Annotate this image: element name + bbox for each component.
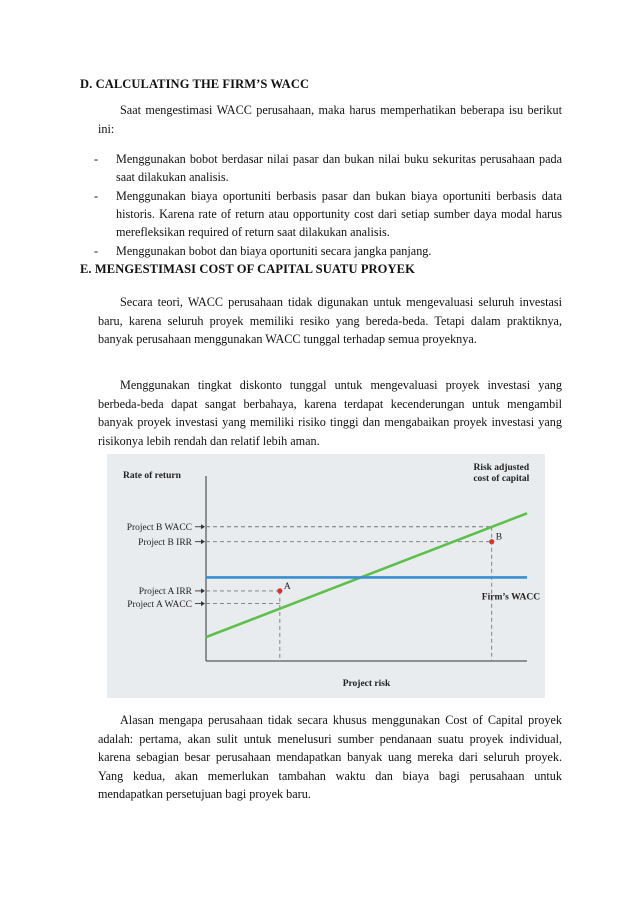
tick-label-project-b-irr: Project B IRR (138, 537, 192, 548)
chart-points (277, 539, 494, 593)
x-axis-label: Project risk (342, 679, 391, 689)
tick-label-project-b-wacc: Project B WACC (126, 522, 192, 533)
tick-arrow-head (201, 539, 205, 544)
risk-adjusted-cost-chart (107, 454, 545, 698)
section-d-heading: D. CALCULATING THE FIRM’S WACC (80, 77, 310, 91)
tick-label-project-a-irr: Project A IRR (138, 587, 192, 598)
bullet-text: Menggunakan biaya oportuniti berbasis pasar dan bukan biaya oportuniti berbasis data historis. Karena rate of return atau opportunity cost dari setiap sumber daya modal harus merefleksikan required of return saat dilakukan analisis. (116, 189, 562, 239)
series-line-risk-adjusted-cost (206, 513, 527, 637)
section-d-bullet-list (94, 150, 562, 261)
series-label-risk-adjusted-cost: cost of capital (473, 474, 530, 484)
bullet-text: Menggunakan bobot berdasar nilai pasar dan bukan nilai buku sekuritas perusahaan pada saat dilakukan analisis. (116, 152, 562, 184)
bullet-marker: - (94, 244, 99, 258)
bullet-marker: - (94, 152, 99, 166)
series-label-risk-adjusted-cost: Risk adjusted (473, 463, 530, 473)
chart-series (206, 513, 527, 637)
tick-arrow-head (201, 601, 205, 606)
section-e-paragraph-2: Menggunakan tingkat diskonto tunggal untuk mengevaluasi proyek investasi yang berbeda-beda dapat sangat berbahaya, karena terdapat kecenderungan untuk mengambil banyak proyek investasi yang memiliki risiko tinggi dan mengabaikan proyek investasi yang risikonya lebih rendah dan relatif lebih aman. (98, 378, 562, 448)
series-label-firm-wacc: Firm’s WACC (481, 592, 541, 603)
chart-axes (195, 474, 530, 661)
data-point-b (489, 539, 494, 544)
tick-label-project-a-wacc: Project A WACC (127, 599, 192, 610)
chart-text (123, 463, 540, 689)
tick-arrow-head (201, 524, 205, 529)
section-e-paragraph-3: Alasan mengapa perusahaan tidak secara khusus menggunakan Cost of Capital proyek adalah: pertama, akan sulit untuk menelusuri sumber pendanaan suatu proyek individual, karena sebagian besar perusahaan mendapatkan banyak uang mereka dari seluruh proyek. Yang kedua, akan memerlukan tambahan waktu dan biaya bagi perusahaan untuk mendapatkan persetujuan bagi proyek baru. (98, 713, 562, 801)
data-point-label-b: B (495, 532, 503, 543)
bullet-text: Menggunakan bobot dan biaya oportuniti secara jangka panjang. (116, 244, 432, 258)
tick-arrow-head (201, 588, 205, 593)
chart-svg (107, 454, 545, 698)
list-item (94, 187, 562, 241)
list-item (94, 242, 562, 260)
section-e-heading: E. MENGESTIMASI COST OF CAPITAL SUATU PROYEK (80, 262, 415, 276)
y-axis-label: Rate of return (123, 471, 181, 481)
data-point-a (277, 588, 282, 593)
section-d-intro: Saat mengestimasi WACC perusahaan, maka harus memperhatikan beberapa isu berikut ini: (98, 103, 562, 136)
bullet-marker: - (94, 189, 99, 203)
data-point-label-a: A (283, 581, 291, 592)
section-e-paragraph-1: Secara teori, WACC perusahaan tidak digunakan untuk mengevaluasi seluruh investasi baru, karena seluruh proyek memiliki resiko yang bereda-beda. Tetapi dalam praktiknya, banyak perusahaan menggunakan WACC tunggal terhadap semua proyeknya. (98, 295, 562, 346)
chart-reference-lines (206, 527, 492, 661)
list-item (94, 150, 562, 186)
